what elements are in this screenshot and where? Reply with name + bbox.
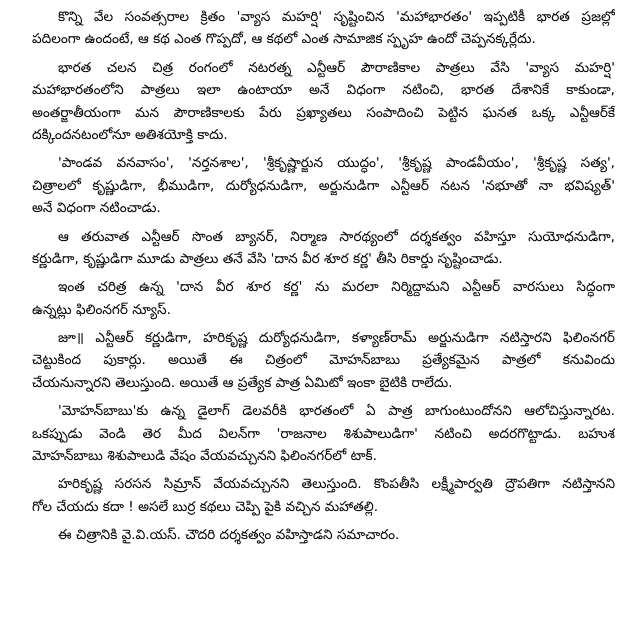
text-line: హరికృష్ణ సరసన సిమ్రాన్ వేయవచ్చునని తెలుస్తుంది. కొంపతీసి లక్ష్మీపార్వతి ద్రౌపతిగా నటిస్తానని xyxy=(58,476,615,493)
paragraph-ntr-legacy xyxy=(32,57,615,147)
text-line: మహాభారతంలోని పాత్రలు ఇలా ఉంటాయా అనే విధంగా నటించి, భారత దేశానికే కాకుండా, xyxy=(32,82,615,99)
paragraph-films-list xyxy=(32,152,615,219)
text-line: కర్ణుడిగా, కృష్ణుడిగా మూడు పాత్రలు తనే వేసి 'దాన వీర శూర కర్ణ' తీసి రికార్డు సృష్టించాడు. xyxy=(32,250,503,267)
paragraph-mohanbabu-role xyxy=(32,400,615,467)
text-line: భారత చలన చిత్ర రంగంలో నటరత్న ఎన్టీఆర్ పౌరాణికాల పాత్రలు వేసి 'వ్యాస మహర్షి' xyxy=(58,59,615,76)
text-line: చిత్రాలలో కృష్ణుడిగా, భీముడిగా, దుర్యోధనుడిగా, అర్జునుడిగా ఎన్టీఆర్ నటన 'నభూతో నా భవిష్యత్' xyxy=(32,177,615,194)
text-line: పదిలంగా ఉందంటే, ఆ కథ ఎంత గొప్పదో, ఆ కథలో ఎంత సామాజిక స్పృహ ఉందో చెప్పనక్కర్లేదు. xyxy=(32,31,536,48)
text-line: దక్కిందనటంలోనూ అతిశయోక్తి కాదు. xyxy=(32,126,228,143)
paragraph-remake-news xyxy=(32,276,615,321)
text-line: చేయనున్నారని తెలుస్తుంది. అయితే ఆ ప్రత్యేక పాత్ర ఏమిటో ఇంకా బైటికి రాలేదు. xyxy=(32,374,453,391)
text-line: జూ॥ ఎన్టీఆర్ కర్ణుడిగా, హరికృష్ణ దుర్యోధనుడిగా, కళ్యాణ్‌రామ్ అర్జునుడిగా నటిస్తారని ఫిలింనగర్ xyxy=(58,330,615,347)
text-line: ఆ తరువాత ఎన్టీఆర్ సొంత బ్యానర్, నిర్మాణ సారథ్యంలో దర్శకత్వం వహిస్తూ సుయోధనుడిగా, xyxy=(58,228,615,245)
text-line: ఇంత చరిత్ర ఉన్న 'దాన వీర శూర కర్ణ' ను మరలా నిర్మిద్దామని ఎన్టీఆర్ వారసులు సిద్ధంగా xyxy=(58,279,615,296)
text-line: అంతర్జాతీయంగా మన పౌరాణికాలకు పేరు ప్రఖ్యాతలు సంపాదించి పెట్టిన ఘనత ఒక్క ఎన్టీఆర్‌కే xyxy=(32,104,615,121)
paragraph-director xyxy=(32,524,615,546)
text-line: అనే విధంగా నటించాడు. xyxy=(32,200,161,217)
text-line: మోహన్‌బాబు శిశుపాలుడి వేషం వేయవచ్చునని ఫిలింనగర్‌లో టాక్. xyxy=(32,448,377,465)
text-line: ఉన్నట్లు ఫిలింనగర్ న్యూస్. xyxy=(32,301,171,318)
text-line: ఒకప్పుడు వెండి తెర మీద విలన్‌గా 'రాజనాల శిశుపాలుడిగా' నటించి అదరగొట్టాడు. బహుశ xyxy=(32,425,615,442)
text-line: 'మోహన్‌బాబు'కు ఉన్న డైలాగ్ డెలవరీకి భారతంలో ఏ పాత్ర బాగుంటుందోనని ఆలోచిస్తున్నారట. xyxy=(58,403,615,420)
text-line: ఈ చిత్రానికి వై.వి.యస్. చౌదరి దర్శకత్వం వహిస్తాడని సమాచారం. xyxy=(58,527,400,544)
paragraph-mahabharatham xyxy=(32,6,615,51)
paragraph-heroines xyxy=(32,473,615,518)
paragraph-dvsk-record xyxy=(32,226,615,271)
paragraph-cast-rumours xyxy=(32,327,615,394)
text-line: గోల చేయదు కదా ! అసలే బుర్ర కథలు చెప్పి పైకి వచ్చిన మహాతల్లి. xyxy=(32,498,379,515)
text-line: 'పాండవ వనవాసం', 'నర్తనశాల', 'శ్రీకృష్ణార్జున యుద్ధం', 'శ్రీకృష్ణ పాండవీయం', 'శ్రీకృష్ణ సత్య', xyxy=(58,155,615,172)
text-line: కొన్ని వేల సంవత్సరాల క్రితం 'వ్యాస మహర్షి' సృష్టించిన 'మహాభారతం' ఇప్పటికీ భారత ప్రజల్లో xyxy=(58,9,615,25)
text-line: చెట్టుకింద పుకార్లు. అయితే ఈ చిత్రంలో మోహన్‌బాబు ప్రత్యేకమైన పాత్రలో కనువిందు xyxy=(32,352,615,369)
